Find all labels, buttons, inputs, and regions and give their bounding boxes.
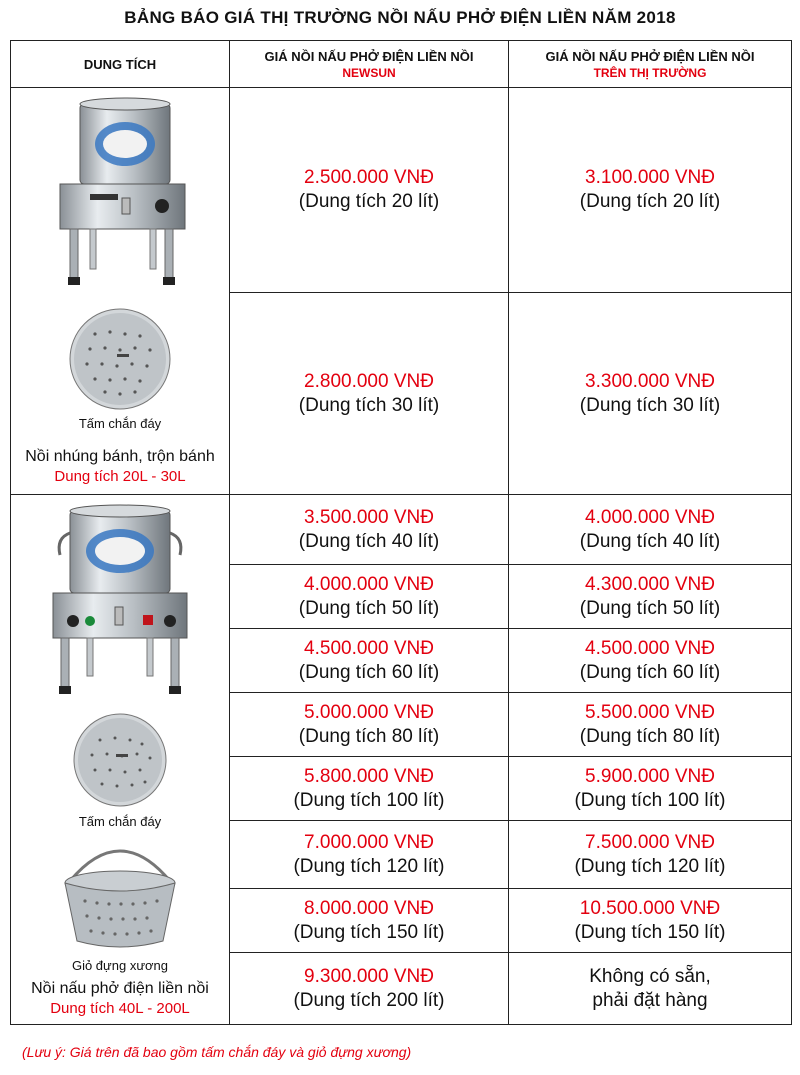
market-price: 7.500.000 VNĐ <box>585 831 715 853</box>
table-row <box>11 88 792 293</box>
basket-caption: Giỏ đựng xương <box>71 958 169 973</box>
newsun-capacity: (Dung tích 120 lít) <box>293 855 445 877</box>
market-availability-line1: Không có sẵn, <box>589 965 711 987</box>
bottom-plate-icon <box>70 710 170 810</box>
market-price: 4.000.000 VNĐ <box>585 506 715 528</box>
market-availability-cell <box>509 953 792 1025</box>
plate-caption: Tấm chắn đáy <box>78 814 162 829</box>
market-price-cell <box>509 821 792 889</box>
group2-image-cell <box>11 495 230 1025</box>
market-price: 4.300.000 VNĐ <box>585 573 715 595</box>
newsun-price: 4.500.000 VNĐ <box>304 637 434 659</box>
bottom-plate-icon <box>65 304 175 414</box>
group2-description: Nồi nấu phở điện liền nồi <box>31 980 209 997</box>
header-newsun-brand: NEWSUN <box>342 65 396 80</box>
market-price-cell <box>509 495 792 565</box>
market-price-cell <box>509 88 792 293</box>
market-price: 5.500.000 VNĐ <box>585 701 715 723</box>
newsun-price-cell <box>230 565 509 629</box>
market-price-cell <box>509 693 792 757</box>
group1-description: Nồi nhúng bánh, trộn bánh <box>25 448 215 465</box>
market-capacity: (Dung tích 80 lít) <box>579 725 721 747</box>
header-market <box>509 41 792 88</box>
market-capacity: (Dung tích 30 lít) <box>579 394 721 416</box>
newsun-capacity: (Dung tích 200 lít) <box>293 989 445 1011</box>
newsun-price: 4.000.000 VNĐ <box>304 573 434 595</box>
pot-icon <box>45 503 195 698</box>
newsun-price: 9.300.000 VNĐ <box>304 965 434 987</box>
newsun-price-cell <box>230 889 509 953</box>
newsun-capacity: (Dung tích 80 lít) <box>298 725 440 747</box>
table-row <box>11 495 792 565</box>
newsun-capacity: (Dung tích 60 lít) <box>298 661 440 683</box>
newsun-price-cell <box>230 757 509 821</box>
market-price-cell <box>509 565 792 629</box>
header-row <box>11 41 792 88</box>
pot-icon <box>50 94 190 294</box>
market-capacity: (Dung tích 50 lít) <box>579 597 721 619</box>
market-price: 4.500.000 VNĐ <box>585 637 715 659</box>
group1-capacity-range: Dung tích 20L - 30L <box>54 468 186 485</box>
price-table <box>10 40 792 1025</box>
market-capacity: (Dung tích 120 lít) <box>574 855 726 877</box>
market-price: 3.100.000 VNĐ <box>585 167 715 188</box>
newsun-price: 3.500.000 VNĐ <box>304 506 434 528</box>
newsun-price-cell <box>230 629 509 693</box>
group1-image-cell <box>11 88 230 495</box>
newsun-price-cell <box>230 88 509 293</box>
newsun-capacity: (Dung tích 20 lít) <box>298 191 440 212</box>
market-price-cell <box>509 757 792 821</box>
newsun-price-cell <box>230 821 509 889</box>
market-capacity: (Dung tích 150 lít) <box>574 921 726 943</box>
newsun-price: 5.000.000 VNĐ <box>304 701 434 723</box>
newsun-capacity: (Dung tích 50 lít) <box>298 597 440 619</box>
market-price-cell <box>509 629 792 693</box>
newsun-price: 2.800.000 VNĐ <box>304 370 434 392</box>
newsun-capacity: (Dung tích 150 lít) <box>293 921 445 943</box>
newsun-price: 5.800.000 VNĐ <box>304 765 434 787</box>
newsun-capacity: (Dung tích 100 lít) <box>293 789 445 811</box>
market-price: 5.900.000 VNĐ <box>585 765 715 787</box>
header-newsun-line1: GIÁ NỒI NẤU PHỞ ĐIỆN LIỀN NỒI <box>264 48 474 64</box>
header-capacity: DUNG TÍCH <box>11 41 230 88</box>
market-price-cell <box>509 889 792 953</box>
header-newsun <box>230 41 509 88</box>
market-price-cell <box>509 293 792 495</box>
newsun-price-cell <box>230 953 509 1025</box>
market-availability-line2: phải đặt hàng <box>592 989 708 1011</box>
header-market-line1: GIÁ NỒI NẤU PHỞ ĐIỆN LIỀN NỒI <box>545 48 755 64</box>
footnote: (Lưu ý: Giá trên đã bao gồm tấm chắn đáy và giỏ đựng xương) <box>22 1044 412 1060</box>
market-capacity: (Dung tích 60 lít) <box>579 661 721 683</box>
market-price: 10.500.000 VNĐ <box>579 897 721 919</box>
page-title: BẢNG BÁO GIÁ THỊ TRƯỜNG NỒI NẤU PHỞ ĐIỆN LIỀN NĂM 2018 <box>124 8 676 27</box>
header-market-label: TRÊN THỊ TRƯỜNG <box>593 65 707 80</box>
plate-caption: Tấm chắn đáy <box>78 416 162 431</box>
market-capacity: (Dung tích 20 lít) <box>579 191 721 212</box>
newsun-price-cell <box>230 293 509 495</box>
newsun-price-cell <box>230 693 509 757</box>
newsun-price: 2.500.000 VNĐ <box>304 167 434 188</box>
market-capacity: (Dung tích 40 lít) <box>579 530 721 552</box>
market-price: 3.300.000 VNĐ <box>585 370 715 392</box>
newsun-capacity: (Dung tích 30 lít) <box>298 394 440 416</box>
bone-basket-icon <box>55 841 185 956</box>
newsun-price-cell <box>230 495 509 565</box>
newsun-price: 8.000.000 VNĐ <box>304 897 434 919</box>
market-capacity: (Dung tích 100 lít) <box>574 789 726 811</box>
group2-capacity-range: Dung tích 40L - 200L <box>50 1000 190 1017</box>
newsun-capacity: (Dung tích 40 lít) <box>298 530 440 552</box>
newsun-price: 7.000.000 VNĐ <box>304 831 434 853</box>
